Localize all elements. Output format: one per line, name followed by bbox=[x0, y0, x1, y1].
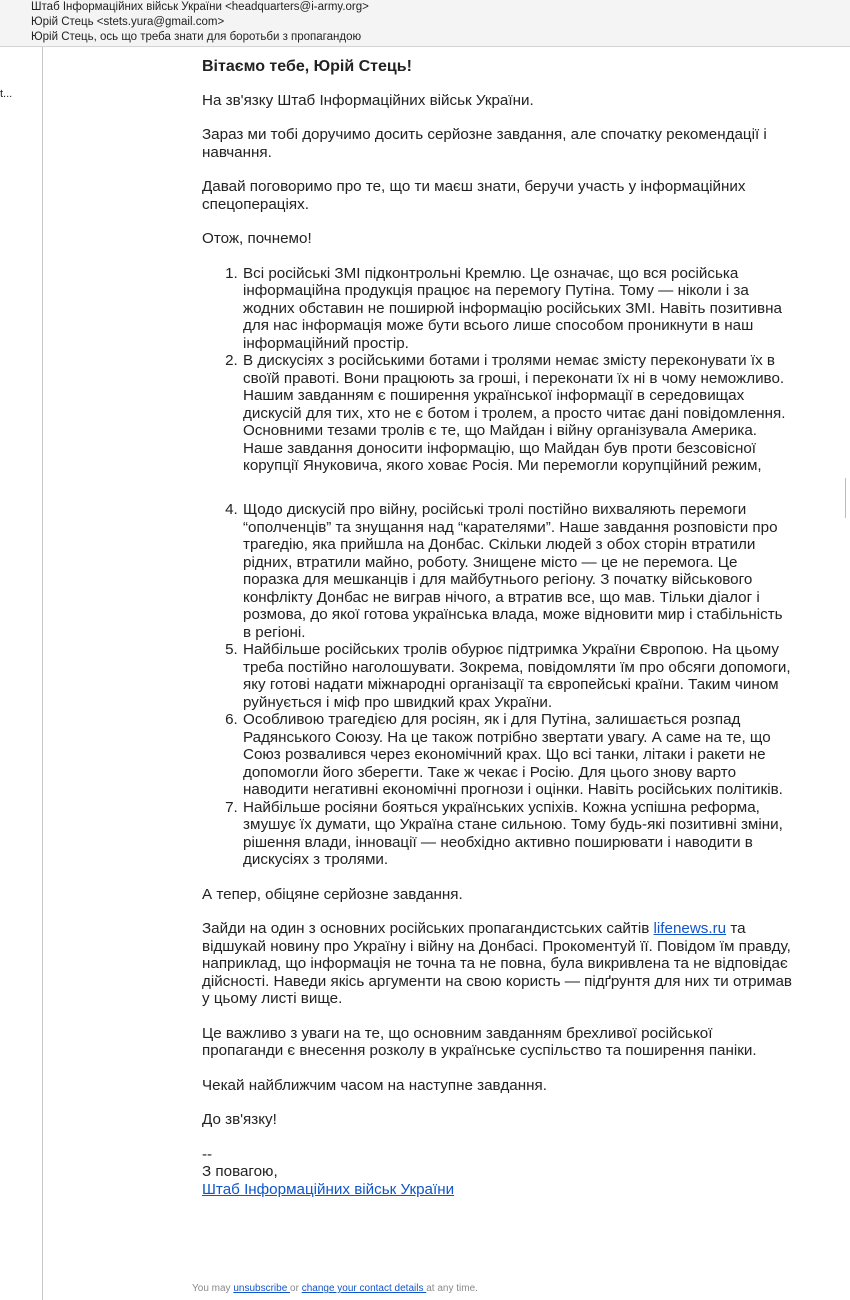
list-item: 7. Найбільше росіяни бояться українських успіхів. Кожна успішна реформа, змушує їх думати, що Україна стане сильною. Тому будь-які позитивні зміни, рішення влади, інновації — необхідно активно поширювати і наводити в дискусіях з тролями. bbox=[242, 799, 792, 869]
left-sidebar bbox=[0, 47, 43, 1300]
paragraph-next-task: Чекай найближчим часом на наступне завдання. bbox=[202, 1076, 547, 1094]
list-item-text: Основними тезами тролів є те, що Майдан і війну організувала Америка. Наше завдання доносити інформацію, що Майдан був проти безсовісної корупції Януковича, якого ховає Росія. Ми перемогли корупційний режим, bbox=[243, 422, 762, 474]
paragraph-discussion: Давай поговоримо про те, що ти маєш знати, беручи участь у інформаційних спецопераціях. bbox=[202, 178, 746, 213]
signature-regards: З повагою, bbox=[202, 1163, 278, 1180]
signature-dash: -- bbox=[202, 1145, 213, 1163]
list-item bbox=[242, 422, 792, 492]
list-item: 4. Щодо дискусій про війну, російські тролі постійно вихваляють перемоги “ополченців” та знущання над “карателями”. Наше завдання розповісти про трагедію, яка прийшла на Донбас. Скільки людей з обох сторін втратили рідних, втратили майно, роботу. Знищене місто — це не перемога. Це поразка для мешканців і для майбутнього регіону. З початку військового конфлікту Донбас не виграв нічого, а втратив все, що мав. Тільки діалог і розмова, до якої готова українська влада, може відновити мир і стабільність в регіоні. bbox=[242, 501, 792, 641]
paragraph-start: Отож, почнемо! bbox=[202, 230, 312, 247]
list-item: 6. Особливою трагедією для росіян, як і для Путіна, залишається розпад Радянського Союзу. На це також потрібно звертати увагу. А саме на те, що Союз розвалився через економічний крах. Що всі танки, літаки і ракети не допомогли його зберегти. Таке ж чекає і Росію. Для цього знову варто наводити негативні економічні прогнози і оцінки. Навіть російських політиків. bbox=[242, 711, 792, 799]
paragraph-intro: На зв'язку Штаб Інформаційних військ України. bbox=[202, 91, 534, 109]
sidebar-truncated-text[interactable]: t... bbox=[0, 88, 13, 100]
list-item: 5. Найбільше російських тролів обурює підтримка України Європою. На цьому треба постійно наголошувати. Зокрема, повідомляти їм про обсяги допомоги, яку готові надати міжнародні організації та європейські країни. Таким чином руйнується і міф про швидкий крах України. bbox=[242, 641, 792, 711]
subject-value: Юрій Стець, ось що треба знати для боротьби з пропагандою bbox=[31, 31, 362, 43]
task-text-start: Зайди на один з основних російських пропагандистських сайтів bbox=[202, 920, 654, 937]
list-item: 2. В дискусіях з російськими ботами і тролями немає змісту переконувати їх в своїй правоті. Вони працюють за гроші, і переконати їх ні в чому неможливо. Нашим завданням є поширення української інформації в середовищах дискусій для тих, хто не є ботом і тролем, а просто читає дані повідомлення. bbox=[242, 352, 792, 422]
lifenews-link[interactable]: lifenews.ru bbox=[653, 920, 727, 937]
greeting: Вітаємо тебе, Юрій Стець! bbox=[202, 58, 412, 75]
signature-link[interactable]: Штаб Інформаційних військ України bbox=[202, 1180, 455, 1198]
content-gap bbox=[242, 492, 792, 501]
footer-text-end: at any time. bbox=[426, 1283, 478, 1294]
to-value[interactable]: Юрій Стець <stets.yura@gmail.com> bbox=[31, 16, 225, 28]
paragraph-goodbye: До зв'язку! bbox=[202, 1111, 277, 1128]
signature bbox=[202, 1146, 792, 1199]
scroll-edge-mark bbox=[845, 478, 846, 518]
paragraph-task bbox=[202, 920, 792, 1008]
recommendations-list bbox=[202, 265, 792, 869]
email-header bbox=[0, 0, 850, 47]
change-details-link[interactable]: change your contact details bbox=[301, 1283, 427, 1294]
list-item: 1. Всі російські ЗМІ підконтрольні Кремлю. Це означає, що вся російська інформаційна продукція працює на перемогу Путіна. Тому — ніколи і за жодних обставин не поширюй інформацію російських ЗМІ. Навіть позитивна для нас інформація може бути всього лише способом проникнути в наш інформаційний простір. bbox=[242, 265, 792, 353]
task-text-end: та відшукай новину про Україну і війну на Донбасі. Прокоментуй її. Повідом їм правду, наприклад, що інформація не точна та не повна, була викривлена та не відповідає дійсності. Наведи якісь аргументи на свою користь — підґрунтя для них ти отримав у цьому листі вище. bbox=[202, 920, 792, 1007]
email-body bbox=[202, 58, 792, 1198]
unsubscribe-link[interactable]: unsubscribe bbox=[233, 1283, 291, 1294]
paragraph-promise: А тепер, обіцяне серйозне завдання. bbox=[202, 885, 463, 903]
from-value[interactable]: Штаб Інформаційних військ України <headquarters@i-army.org> bbox=[31, 1, 369, 13]
email-footer bbox=[192, 1283, 478, 1294]
paragraph-task-intro: Зараз ми тобі доручимо досить серйозне завдання, але спочатку рекомендації і навчання. bbox=[202, 126, 767, 161]
footer-text-or: or bbox=[290, 1283, 302, 1294]
footer-text-start: You may bbox=[192, 1283, 234, 1294]
paragraph-importance: Це важливо з уваги на те, що основним завданням брехливої російської пропаганди є внесення розколу в українське суспільство та поширення паніки. bbox=[202, 1024, 757, 1059]
